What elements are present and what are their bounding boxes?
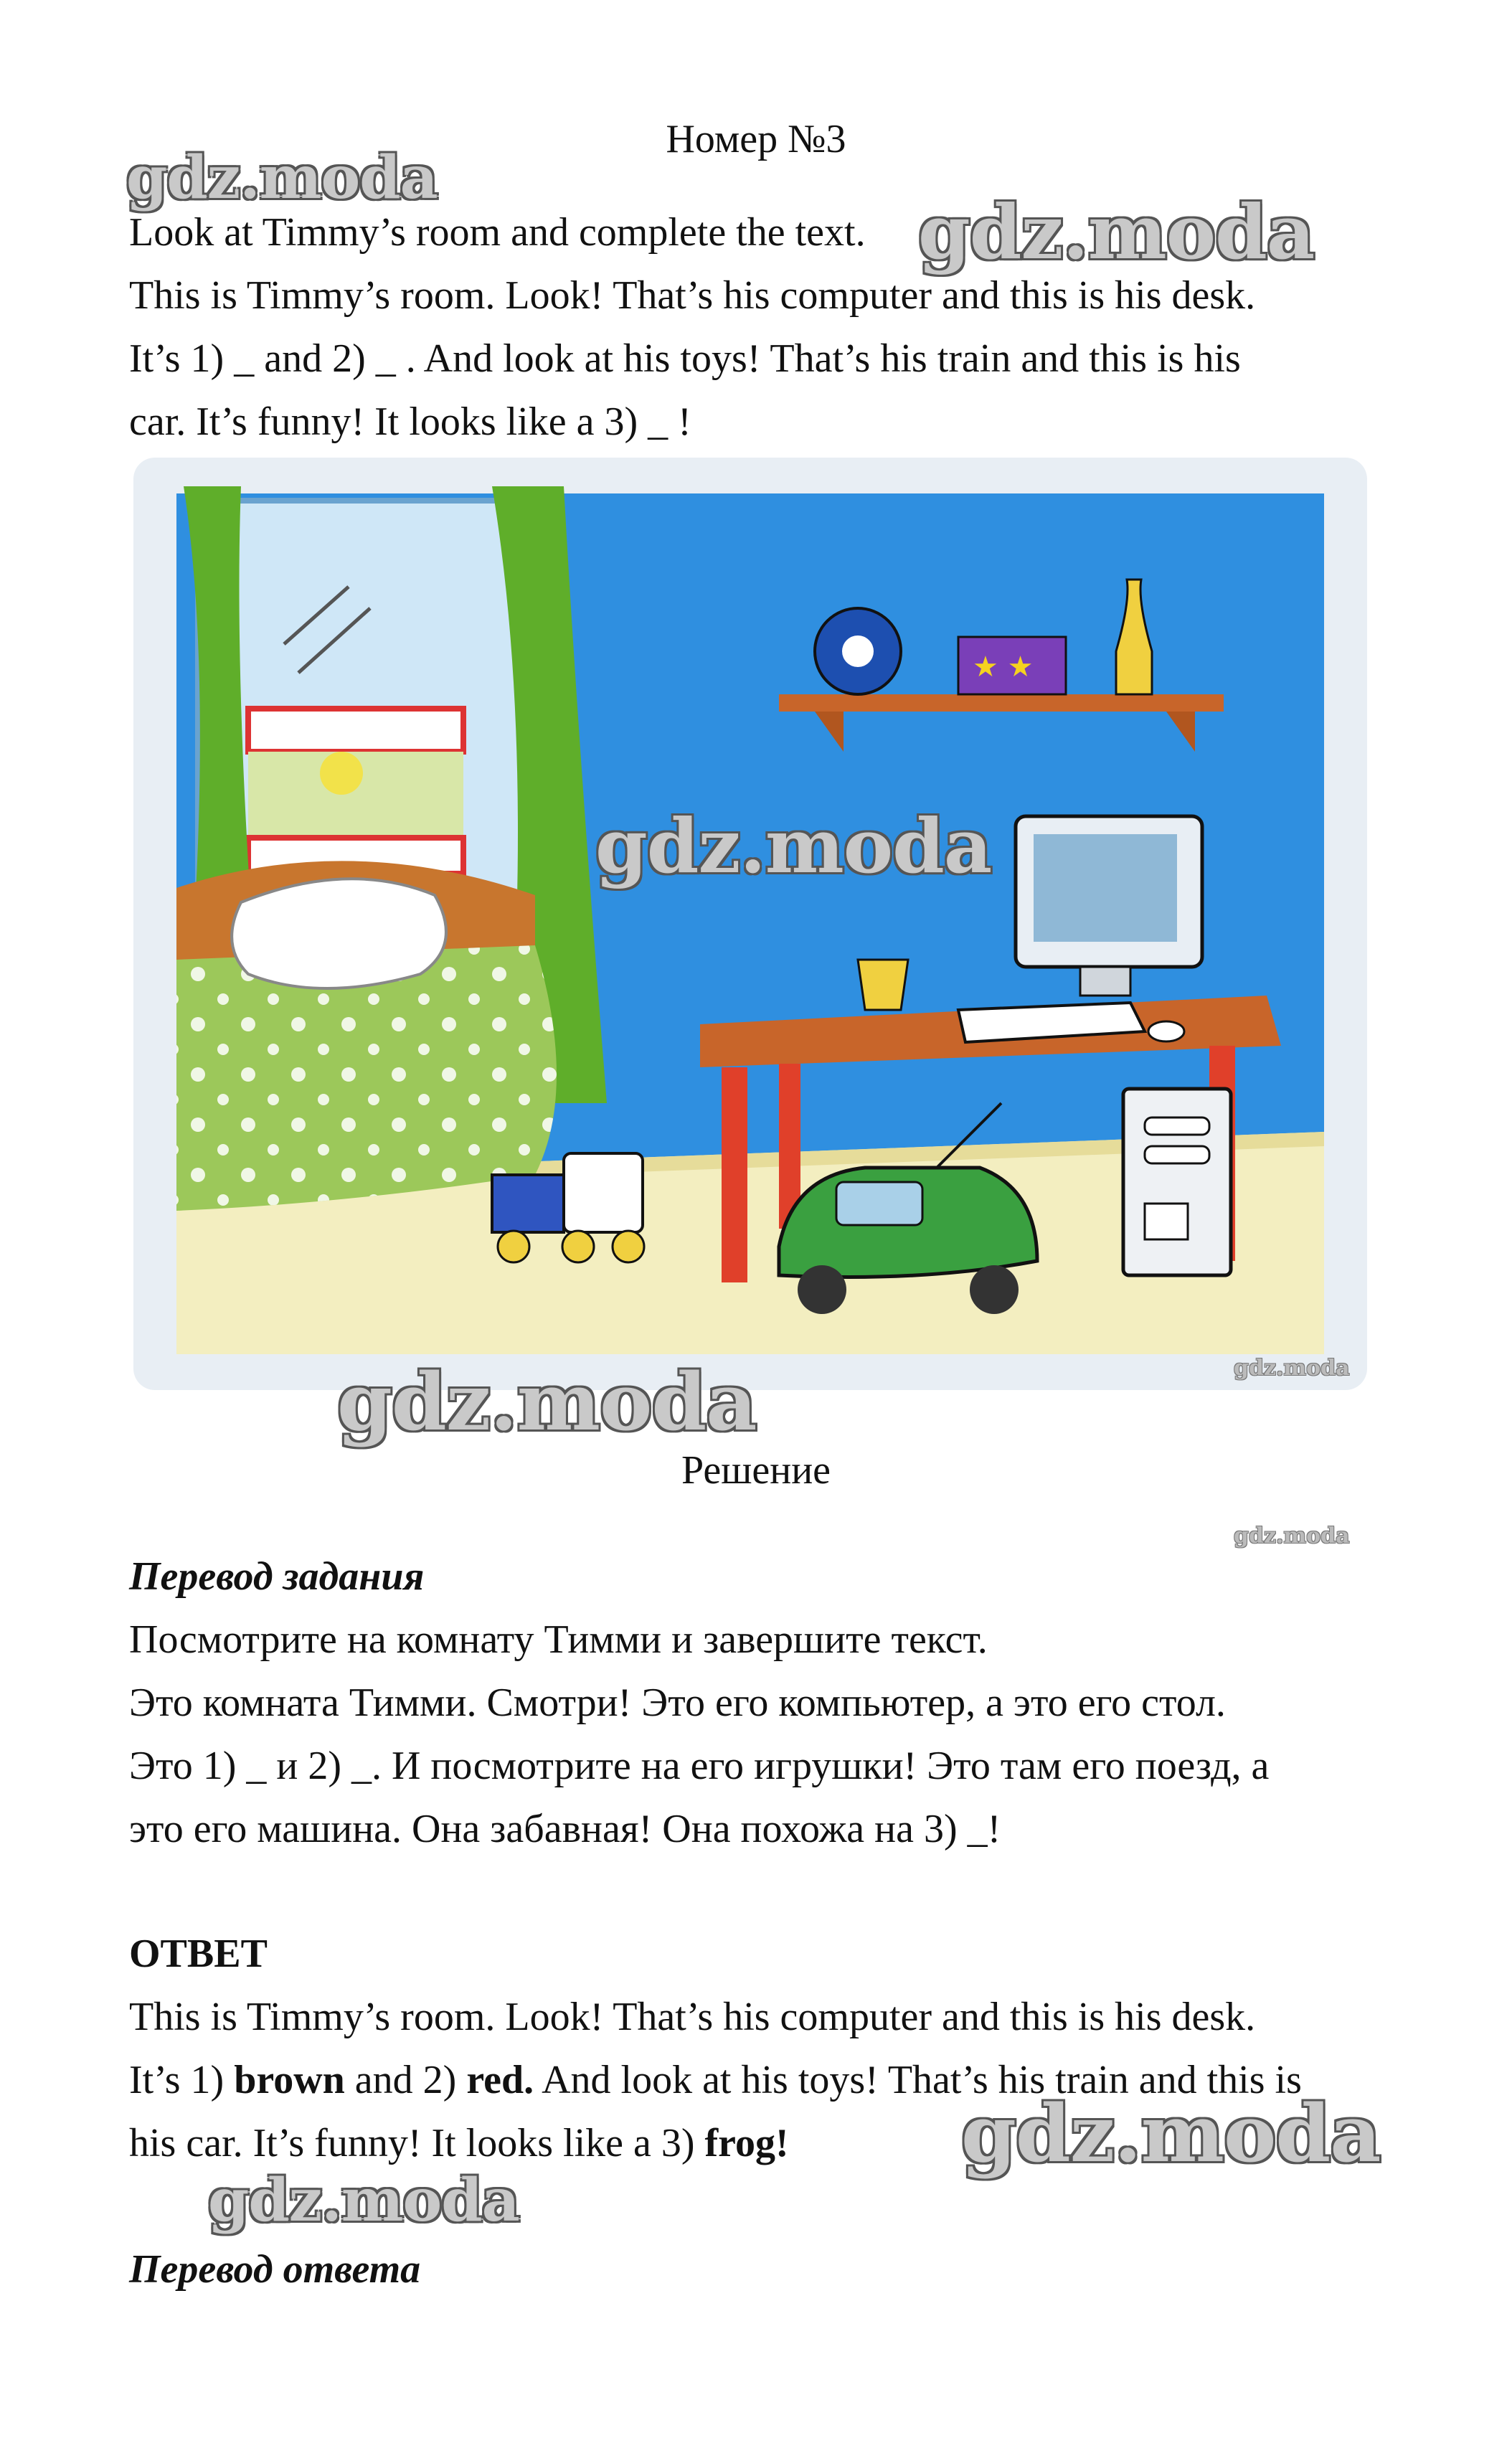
timmy-room-illustration xyxy=(133,458,1367,1390)
task-instruction: Look at Timmy’s room and complete the text. xyxy=(129,210,866,255)
answer-word-brown: brown xyxy=(234,2058,345,2102)
answer-line xyxy=(129,2112,789,2175)
answer-word-red: red. xyxy=(466,2058,534,2102)
mouse xyxy=(1148,1021,1184,1041)
watermark: gdz.moda xyxy=(208,2166,519,2235)
solution-heading: Решение xyxy=(681,1448,831,1493)
task-line: It’s 1) _ and 2) _ . And look at his toys! That’s his train and this is his xyxy=(129,336,1241,381)
answer-text: his car. It’s funny! It looks like a 3) xyxy=(129,2121,705,2165)
page-title: Номер №3 xyxy=(666,117,846,161)
answer-heading: ОТВЕТ xyxy=(129,1932,268,1976)
window-blind xyxy=(248,709,463,752)
watermark: gdz.moda xyxy=(126,143,438,212)
translation-heading: Перевод задания xyxy=(129,1554,425,1599)
answer-text: and 2) xyxy=(344,2058,467,2102)
answer-translation-heading: Перевод ответа xyxy=(129,2247,421,2292)
shelf xyxy=(779,694,1224,712)
desk-leg xyxy=(722,1067,747,1282)
watermark-small: gdz.moda xyxy=(1234,1356,1350,1381)
car-wheel xyxy=(798,1265,846,1314)
answer-text: It’s 1) xyxy=(129,2058,235,2102)
watermark: gdz.moda xyxy=(337,1356,757,1448)
translation-line: это его машина. Она забавная! Она похожа на 3) _! xyxy=(129,1807,1001,1851)
translation-line: Это 1) _ и 2) _. И посмотрите на его игрушки! Это там его поезд, а xyxy=(129,1744,1270,1788)
watermark: gdz.moda xyxy=(918,188,1315,276)
answer-word-frog: frog! xyxy=(704,2121,789,2165)
cup xyxy=(858,960,908,1010)
task-line: This is Timmy’s room. Look! That’s his computer and this is his desk. xyxy=(129,273,1256,318)
svg-text:★ ★: ★ ★ xyxy=(973,651,1034,684)
pillow xyxy=(232,879,446,988)
watermark: gdz.moda xyxy=(595,802,992,890)
translation-line: Посмотрите на комнату Тимми и завершите текст. xyxy=(129,1617,988,1662)
watermark-small: gdz.moda xyxy=(1234,1523,1350,1549)
toy-train xyxy=(492,1175,564,1232)
task-line: car. It’s funny! It looks like a 3) _ ! xyxy=(129,400,691,444)
translation-line: Это комната Тимми. Смотри! Это его компьютер, а это его стол. xyxy=(129,1681,1226,1725)
watermark: gdz.moda xyxy=(961,2087,1381,2180)
answer-line: This is Timmy’s room. Look! That’s his computer and this is his desk. xyxy=(129,1995,1256,2039)
answer-text: And look at his toys! That’s his train and this is xyxy=(534,2058,1302,2102)
